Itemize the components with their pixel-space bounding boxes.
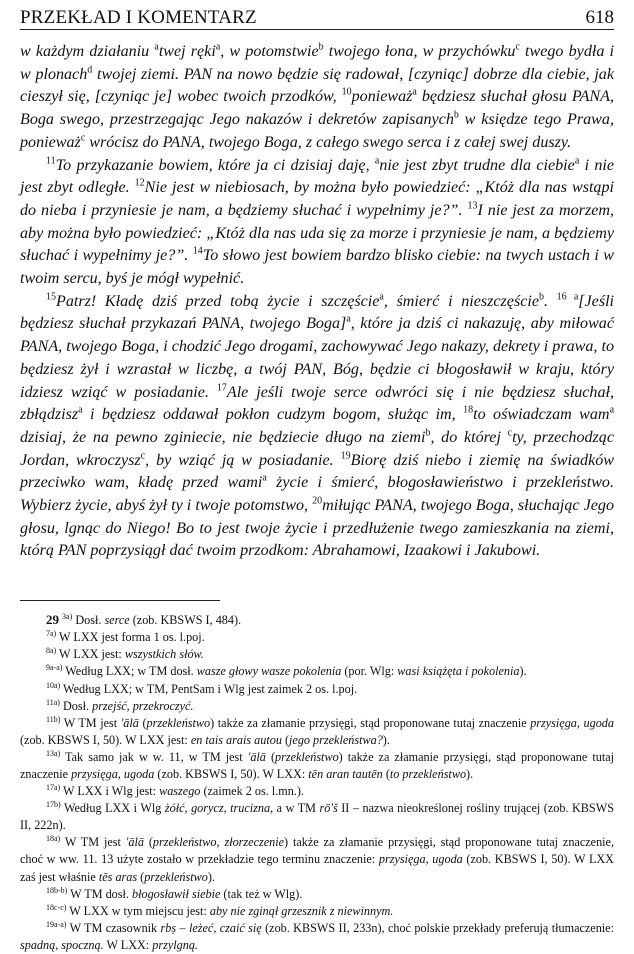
text-run: ). [382,732,390,747]
text-run: W LXX w tym miejscu jest: [66,903,210,918]
text-run: W TM jest [60,835,126,850]
footnote-17b [20,800,614,834]
text-run: , które ja dziś ci nakazuję, aby miłować PANA, twojego Boga, i chodzić Jego drogami, zachowywać Jego nakazy, dekrety i prawa, to będziesz żył i wzrastał w liczbę, a twój PAN, Bóg, będzie ci błogosławił w kraju, który idziesz wziąć w posiadanie. [20,315,614,401]
note-marker: a [346,314,351,326]
verse-number: 18 [463,404,474,416]
text-run: twojego łona, w przychówku [323,43,516,60]
paragraph-verses-15-20 [20,291,614,563]
footnote-9a [20,663,614,680]
text-run: W LXX: [103,937,153,952]
note-marker: 11a) [46,697,60,707]
note-marker: 18b-b) [46,885,68,895]
text-run: rō'š [319,801,338,816]
footnote-17a [20,783,614,800]
footnote-19a [20,920,614,954]
text-run: tēn aran tautēn [308,767,383,782]
note-marker: 19a-a) [46,919,67,929]
text-run: aby nie zginął grzesznik z niewinnym. [209,903,394,918]
text-run: przylgną. [152,937,198,952]
verse-number: 10 [341,87,352,99]
text-run: ( [138,715,147,730]
footnote-18a [20,834,614,885]
text-run: ( [382,767,390,782]
note-marker: a [573,291,579,303]
text-run: w księdze tego Prawa, ponieważ [20,111,614,151]
footnote-3a [20,611,614,629]
text-run: . [543,292,557,310]
text-run: Dosł. [72,613,105,628]
note-marker: 18c-c) [46,902,67,912]
note-marker: a [262,473,267,484]
note-marker: a [412,87,417,99]
text-run: To przykazanie bowiem, które ja ci dzisiaj daję, [55,156,375,174]
text-run: to przekleństwo [389,767,467,782]
text-run: jego przekleństwa? [289,732,383,747]
footnote-18b [20,886,614,903]
verse-number: 15 [46,291,56,303]
text-run: ) także za złamanie przysięgi, stąd proponowane tutaj znaczenie [210,715,531,730]
text-run: ty, przechodząc Jordan, wkroczysz [20,428,614,469]
paragraph-verses-11-14 [20,155,614,291]
verse-number: 11 [46,155,56,167]
text-run: (tak też w Wlg). [220,886,303,901]
note-marker: a [215,41,221,53]
text-run: II – nazwa nieokreślonej rośliny trującej (zob. KBSWS II, 222n). [20,801,614,833]
note-marker: b [453,109,459,121]
text-run: 'ālā [120,715,139,730]
text-run: to oświadczam wam [473,406,610,424]
text-run: miłując PANA, twojego Boga, słuchając Jego głosu, lgnąc do Niego! Bo to jest twoje życie i przedłużenie twego zamieszkania na ziemi, którą PAN poprzysiągł dać twoim przodkom: Abrahamowi, Izaakowi i Jakubowi. [20,497,614,560]
text-run: (zob. KBSWS I, 50). W LXX: [154,767,309,782]
chapter-number: 29 [46,612,59,628]
note-marker: c [515,41,520,53]
text-run: wszystkich słów. [124,647,204,662]
text-run: , by wziąć ją w posiadanie. [145,451,341,469]
note-marker: 17b) [46,800,61,810]
text-run: będziesz słuchał głosu PANA, Boga swego, przestrzegając Jego nakazów i dekretów zapisanych [20,88,615,129]
text-run: rbṣ – leżeć, czaić się [160,920,262,935]
text-run: w każdym działaniu [20,43,155,60]
note-marker: c [140,450,146,462]
text-run: Patrz! Kładę dziś przed tobą życie i szczęście [56,292,380,310]
note-marker: 13a) [46,748,61,758]
text-run: W TM czasownik [66,920,161,935]
note-marker: b [425,427,431,439]
text-run: W LXX jest forma 1 os. l.poj. [56,630,205,645]
note-marker: b [318,41,324,53]
text-run: (zob. KBSWS I, 50). W LXX jest: [20,732,191,747]
footnote-11b [20,715,614,749]
note-marker: b [538,291,544,303]
note-marker: 9a-a) [46,663,63,673]
text-run: nie jest zbyt trudne dla ciebie [379,156,575,174]
section-title: PRZEKŁAD I KOMENTARZ [20,7,257,28]
footnote-7a [20,629,614,646]
text-run: błogosławił siebie [132,886,221,901]
note-marker: 11b) [46,714,61,724]
text-run: ponieważ [351,88,413,106]
note-marker: 7a) [46,629,57,639]
text-run: przekleństwo [144,869,208,884]
text-run: (zob. KBSWS I, 50). W LXX zaś jest właśnie [20,852,614,884]
text-run: ). [519,664,527,679]
text-run: W LXX jest: [56,647,125,662]
note-marker: a [374,155,380,167]
text-run: tēs aras [98,869,138,884]
verse-number: 12 [134,177,145,189]
text-run: ) także za złamanie przysięgi, stąd proponowane tutaj znaczenie [20,749,614,782]
note-marker: a [154,41,159,53]
text-run: życie i śmierć, błogosławieństwo i przekleństwo. Wybierz życie, abyś żył ty i twoje potomstwo, [20,474,614,515]
paragraph-verses-9-10 [20,41,614,155]
text-run: Według LXX i Wlg [60,801,165,816]
text-run: wasze głowy wasze pokolenia [196,664,342,679]
note-marker: a [78,404,83,416]
text-run: przysięga, ugoda [530,715,614,730]
text-run: przekleństwo [146,715,211,730]
verse-number: 17 [216,382,227,394]
text-run: twego bydła i w plonach [20,43,614,83]
text-run: 'ālā [247,749,266,764]
text-run: (por. Wlg: [341,664,398,679]
text-run: Dosł. [59,698,93,713]
text-run: (zob. KBSWS I, 484). [129,613,242,628]
note-marker: 3a) [62,612,73,622]
text-run: 'ālā [125,835,144,850]
text-run: ). [466,767,474,782]
text-run: W TM jest [60,715,121,730]
text-run: W LXX i Wlg jest: [60,784,160,799]
text-run: To słowo jest bowiem bardzo blisko ciebie: na twych ustach i w twoim sercu, byś je mógł wypełnić. [20,247,614,288]
text-run: przysięga, ugoda [378,852,463,867]
note-marker: c [507,427,513,439]
text-run: ). [207,869,215,884]
footnotes [20,611,614,954]
text-run: Tak samo jak w w. 11, w TM jest [60,749,248,764]
text-run: ( [143,835,153,850]
text-run: Biorę dziś niebo i ziemię na świadków przeciwko wam, kładę przed wami [20,451,614,492]
verse-number: 14 [192,245,203,257]
text-run: Według LXX; w TM, PentSam i Wlg jest zaimek 2 os. l.poj. [60,681,358,696]
footnote-8a [20,646,614,663]
text-run: Według LXX; w TM dosł. [62,664,197,679]
footnote-18c [20,903,614,920]
note-marker: 18a) [46,834,61,844]
text-run: przejść, przekroczyć. [92,698,194,713]
text-run: przekleństwo, złorzeczenie [152,835,285,850]
note-marker: a [379,291,384,303]
text-run: ( [281,732,290,747]
footnote-separator [20,600,220,601]
text-run: , do której [430,428,508,446]
text-run: [Jeśli będziesz słuchał przykazań PANA, twojego Boga] [20,292,615,333]
text-run: przekleństwo [275,749,339,764]
verse-number: 20 [312,495,323,507]
note-marker: a [609,404,615,416]
text-run: i nie jest zbyt odległe. [20,156,614,197]
text-run: Ale jeśli twoje serce odwróci się i nie będziesz słuchał, zbłądzisz [20,383,614,424]
text-run: Nie jest w niebiosach, by można było powiedzieć: „Któż dla nas wstąpi do nieba i przyniesie je nam, a będziemy słuchać i wypełnimy je?”. [20,179,614,219]
note-marker: 17a) [46,783,61,793]
footnote-13a [20,749,614,783]
text-run: dzisiaj, że na pewno zginiecie, nie będziecie długo na ziemi [20,428,426,446]
text-run: wasi książęta i pokolenia [397,664,520,679]
note-marker: c [80,132,86,144]
text-run: en tais arais autou [190,732,282,747]
text-run: serce [104,613,130,628]
verse-number: 13 [467,200,478,212]
verse-number: 19 [340,450,351,462]
page-number: 618 [585,7,614,28]
text-run: (zob. KBSWS II, 233n), choć polskie przekłady preferują tłumaczenie: [261,920,614,935]
text-run: I nie jest za morzem, aby można było powiedzieć: „Któż dla nas uda się za morze i przyniesie je nam, a będziemy słuchać i wypełnimy je?”. [20,201,614,265]
text-run: wrócisz do PANA, twojego Boga, z całego swego serca i z całej swej duszy. [85,133,572,151]
note-marker: 10a) [46,680,61,690]
note-marker: 8a) [46,646,57,656]
running-header [20,0,614,30]
verse-number: 16 [556,291,574,303]
text-run: , śmierć i nieszczęście [383,292,539,310]
document-page [20,0,614,954]
text-run: i będziesz oddawał pokłon cudzym bogom, służąc im, [82,406,464,424]
note-marker: d [87,64,93,76]
text-run: twojej ziemi. PAN na nowo będzie się radował, [czyniąc] dobrze dla ciebie, jak cieszył się, [czyniąc je] wobec twoich przodków, [20,65,614,106]
text-run: ( [137,869,145,884]
text-run: (zaimek 2 os. l.mn.). [200,784,304,799]
text-run: W TM dosł. [67,886,133,901]
text-run: ( [265,749,276,764]
translation-text [20,41,614,563]
text-run: twej ręki [158,43,216,60]
footnote-10a [20,681,614,698]
text-run: spadną, spoczną. [20,937,104,952]
text-run: przysięga, ugoda [71,767,155,782]
text-run: , a w TM [270,801,320,816]
footnote-11a [20,698,614,715]
text-run: , w potomstwie [220,43,319,60]
text-run: ) także za złamanie przysięgi, stąd proponowane tutaj znaczenie, choć w ww. 11. 13 użyte zostało w przekładzie tego terminu znaczenie: [20,835,614,867]
text-run: żółć, gorycz, trucizna [164,801,271,816]
text-run: waszego [159,784,201,799]
note-marker: a [574,155,580,167]
